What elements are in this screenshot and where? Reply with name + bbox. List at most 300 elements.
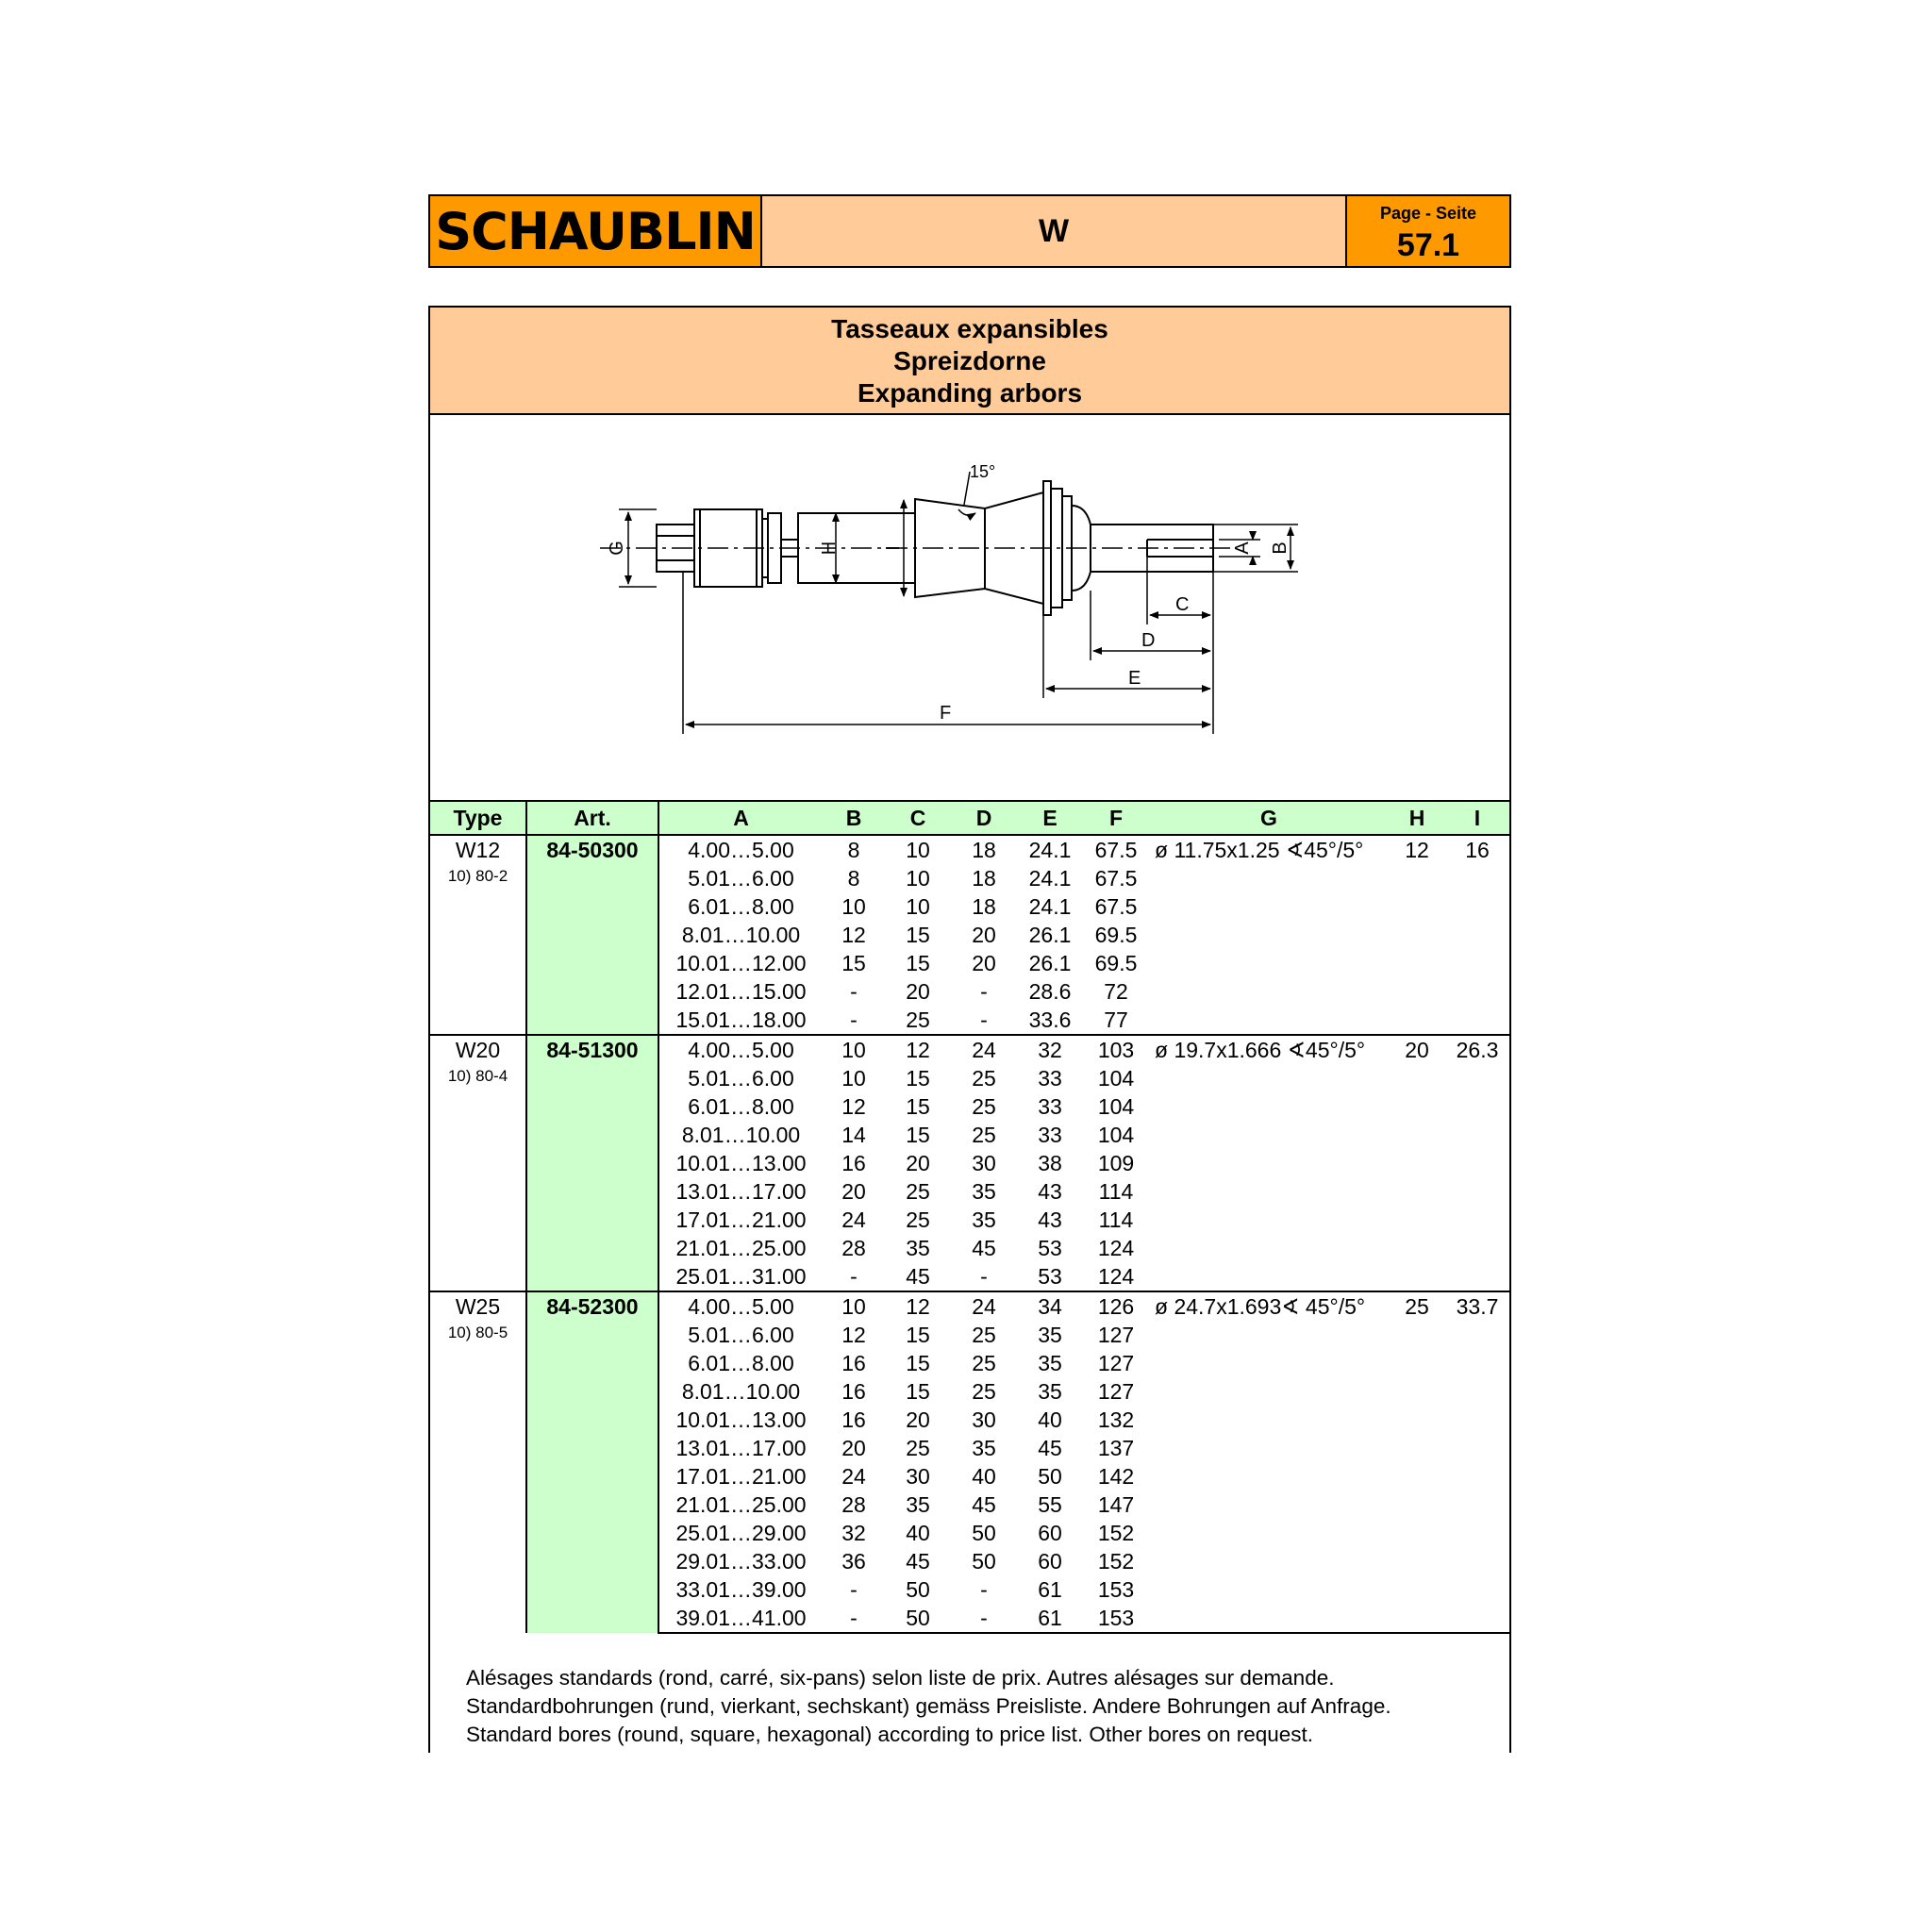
table-cell-g: [1149, 1177, 1389, 1206]
table-cell: 24: [951, 1291, 1017, 1321]
table-cell-i: [1445, 1604, 1509, 1633]
table-cell-h: [1389, 1321, 1445, 1349]
table-cell: 67.5: [1094, 865, 1138, 891]
table-cell: 10: [906, 865, 930, 891]
table-cell-h: [1389, 921, 1445, 949]
table-cell: -: [980, 1007, 988, 1032]
table-cell: 36: [841, 1548, 866, 1574]
table-cell: 20: [906, 1407, 930, 1432]
table-cell: 24: [951, 1035, 1017, 1064]
table-cell: 25: [972, 1065, 996, 1091]
table-cell: 33: [1038, 1093, 1062, 1119]
table-cell: 21.01…25.00: [675, 1235, 807, 1260]
table-cell: 29.01…33.00: [675, 1548, 807, 1574]
table-cell: 50: [972, 1520, 996, 1545]
dim-label-g: G: [607, 541, 627, 556]
table-cell-h: 25: [1389, 1291, 1445, 1321]
table-cell: 67.5: [1094, 837, 1138, 862]
col-header: I: [1445, 802, 1509, 835]
table-cell-i: [1445, 1234, 1509, 1262]
table-cell-h: [1389, 1575, 1445, 1604]
table-cell: 4.00…5.00: [658, 1291, 823, 1321]
table-cell: 17.01…21.00: [675, 1207, 807, 1232]
table-cell: -: [980, 978, 988, 1004]
table-cell: 147: [1097, 1491, 1135, 1517]
table-cell: 6.01…8.00: [688, 1093, 794, 1119]
table-cell: 142: [1097, 1463, 1135, 1489]
page-number-box: [1345, 196, 1509, 266]
table-cell: 16: [841, 1407, 866, 1432]
table-cell: 45: [906, 1548, 930, 1574]
page-number: 57.1: [1396, 227, 1460, 263]
table-cell: 10.01…12.00: [675, 950, 807, 975]
table-cell-g: [1149, 1006, 1389, 1035]
table-cell: 8.01…10.00: [681, 1378, 801, 1404]
table-cell-g: [1149, 1149, 1389, 1177]
table-cell: 55: [1038, 1491, 1062, 1517]
table-cell: 18: [972, 893, 996, 919]
notes: [430, 1634, 1509, 1749]
table-cell: 25: [906, 1178, 930, 1204]
table-cell-h: [1389, 892, 1445, 921]
table-cell-h: 20: [1389, 1035, 1445, 1064]
angle-label: 15°: [970, 462, 996, 481]
article-number: 84-51300: [526, 1035, 658, 1291]
technical-drawing-area: [430, 415, 1509, 802]
table-cell-i: [1445, 921, 1509, 949]
table-cell: 4.00…5.00: [658, 1035, 823, 1064]
table-cell-i: 16: [1465, 837, 1490, 862]
table-cell-i: [1445, 1177, 1509, 1206]
dim-label-h: H: [819, 541, 840, 556]
type-reference: 10) 80-4: [447, 1067, 508, 1085]
dim-label-a: A: [1232, 541, 1253, 555]
type-name: W25: [455, 1294, 501, 1319]
table-cell-g: [1149, 1575, 1389, 1604]
col-header: D: [951, 802, 1017, 835]
table-cell-h: [1389, 1092, 1445, 1121]
table-cell: 26.1: [1028, 922, 1072, 947]
table-cell-i: [1445, 1349, 1509, 1377]
page-label: Page - Seite: [1379, 204, 1477, 223]
table-cell-i: [1445, 892, 1509, 921]
note-en: Standard bores (round, square, hexagonal) according to price list. Other bores on request.: [466, 1723, 1314, 1746]
col-header: B: [823, 802, 885, 835]
col-header: H: [1389, 802, 1445, 835]
table-cell-g: [1149, 1491, 1389, 1519]
table-cell: 67.5: [1094, 893, 1138, 919]
table-cell-g: [1149, 949, 1389, 977]
table-cell: 127: [1097, 1322, 1135, 1347]
dim-label-i: I: [883, 545, 904, 551]
table-cell: 16: [841, 1150, 866, 1175]
table-cell: 77: [1104, 1007, 1128, 1032]
table-cell: -: [980, 1576, 988, 1602]
table-cell: 30: [972, 1150, 996, 1175]
table-cell-i: [1445, 1377, 1509, 1406]
table-cell: 15: [906, 1378, 930, 1404]
table-cell-i: [1445, 1462, 1509, 1491]
table-cell: 39.01…41.00: [658, 1604, 823, 1633]
table-cell: 53: [1038, 1263, 1062, 1289]
table-cell: 50: [906, 1576, 930, 1602]
table-cell: 10.01…13.00: [675, 1407, 807, 1432]
table-cell: 14: [841, 1122, 866, 1147]
table-cell: 24.1: [1028, 837, 1072, 862]
table-cell-h: [1389, 1262, 1445, 1291]
table-cell: 25: [906, 1007, 930, 1032]
table-cell: 30: [906, 1463, 930, 1489]
table-cell-h: [1389, 1006, 1445, 1035]
type-cell: [430, 1291, 526, 1633]
table-cell: 12: [841, 1093, 866, 1119]
table-cell: 53: [1038, 1235, 1062, 1260]
table-cell: 50: [1038, 1463, 1062, 1489]
table-cell: 33: [1038, 1122, 1062, 1147]
table-cell-h: [1389, 1519, 1445, 1547]
table-cell: 61: [1017, 1604, 1083, 1633]
table-cell-g: [1149, 1321, 1389, 1349]
table-cell-h: [1389, 1547, 1445, 1575]
table-cell: 20: [841, 1178, 866, 1204]
table-cell-h: [1389, 1462, 1445, 1491]
note-fr: Alésages standards (rond, carré, six-pans) selon liste de prix. Autres alésages sur demande.: [466, 1666, 1335, 1690]
table-cell: 17.01…21.00: [675, 1463, 807, 1489]
table-cell: 10: [841, 893, 866, 919]
table-cell: 8: [847, 865, 860, 891]
table-row: [430, 1291, 1509, 1321]
table-cell: 20: [972, 922, 996, 947]
table-cell: -: [951, 1604, 1017, 1633]
table-cell: 35: [972, 1178, 996, 1204]
table-cell-g: [1149, 1234, 1389, 1262]
table-cell-g: [1149, 1519, 1389, 1547]
table-cell-i: [1445, 1406, 1509, 1434]
table-cell: 104: [1097, 1065, 1135, 1091]
table-cell: 35: [906, 1491, 930, 1517]
table-cell-h: [1389, 864, 1445, 892]
table-cell-g: [1149, 1121, 1389, 1149]
page-header: [428, 194, 1511, 268]
series-title: [762, 196, 1345, 266]
type-reference: 10) 80-5: [447, 1324, 508, 1341]
table-cell: 126: [1083, 1291, 1149, 1321]
table-cell-h: [1389, 1406, 1445, 1434]
table-cell: 15: [906, 1065, 930, 1091]
table-cell-i: [1445, 1491, 1509, 1519]
table-cell-h: [1389, 1064, 1445, 1092]
table-cell: 103: [1083, 1035, 1149, 1064]
table-row: [430, 1035, 1509, 1064]
type-cell: [430, 835, 526, 1035]
table-cell: 25: [972, 1093, 996, 1119]
table-cell-g: [1149, 1064, 1389, 1092]
article-number: 84-52300: [526, 1291, 658, 1633]
table-cell-g: ø 11.75x1.25 ∢45°/5°: [1155, 837, 1364, 862]
table-cell-i: [1445, 1006, 1509, 1035]
table-cell-i: [1445, 1321, 1509, 1349]
table-cell: 43: [1038, 1207, 1062, 1232]
type-name: W20: [455, 1038, 501, 1062]
series-label: W: [1038, 212, 1070, 249]
product-sheet: [428, 306, 1511, 1753]
table-cell: 24: [841, 1463, 866, 1489]
table-cell: 15: [906, 950, 930, 975]
table-cell: 18: [972, 865, 996, 891]
table-cell: 34: [1017, 1291, 1083, 1321]
table-cell: 50: [972, 1548, 996, 1574]
table-cell-i: [1445, 1092, 1509, 1121]
table-cell: -: [850, 1263, 858, 1289]
table-cell: 4.00…5.00: [688, 837, 794, 862]
col-header: E: [1017, 802, 1083, 835]
table-cell: 35: [1038, 1322, 1062, 1347]
table-cell-h: [1389, 1604, 1445, 1633]
table-cell: 114: [1098, 1207, 1134, 1232]
table-cell: 60: [1038, 1548, 1062, 1574]
table-cell: 69.5: [1094, 950, 1138, 975]
arbor-technical-drawing: [430, 415, 1509, 800]
table-cell-h: [1389, 949, 1445, 977]
table-cell: 5.01…6.00: [688, 1065, 794, 1091]
table-cell-h: [1389, 1149, 1445, 1177]
table-cell: 61: [1038, 1576, 1062, 1602]
table-cell: 33.6: [1028, 1007, 1072, 1032]
table-cell: 25: [972, 1350, 996, 1375]
table-cell-g: [1149, 1462, 1389, 1491]
table-cell-i: [1445, 1547, 1509, 1575]
table-cell: 33: [1038, 1065, 1062, 1091]
title-en: Expanding arbors: [857, 378, 1083, 408]
table-cell-h: [1389, 1434, 1445, 1462]
col-header: Type: [430, 802, 526, 835]
table-cell: 40: [972, 1463, 996, 1489]
col-header: Art.: [526, 802, 658, 835]
type-name: W12: [455, 838, 501, 862]
table-cell: 25: [906, 1207, 930, 1232]
table-cell: 104: [1097, 1122, 1135, 1147]
table-cell: 24: [841, 1207, 866, 1232]
table-cell-h: [1389, 1121, 1445, 1149]
table-cell: 12: [885, 1291, 951, 1321]
table-cell: 13.01…17.00: [675, 1178, 807, 1204]
table-cell: 5.01…6.00: [688, 1322, 794, 1347]
table-cell: 69.5: [1094, 922, 1138, 947]
dim-label-d: D: [1141, 630, 1156, 651]
dim-label-f: F: [940, 703, 952, 724]
col-header: C: [885, 802, 951, 835]
table-cell: 12: [841, 922, 866, 947]
table-cell: 10: [823, 1291, 885, 1321]
table-cell: 13.01…17.00: [675, 1435, 807, 1460]
table-cell-i: [1445, 1206, 1509, 1234]
table-cell: 152: [1097, 1548, 1135, 1574]
table-cell-h: [1389, 1177, 1445, 1206]
table-cell-g: [1149, 977, 1389, 1006]
table-cell: 20: [906, 978, 930, 1004]
table-cell-g: ø 24.7x1.693∢ 45°/5°: [1149, 1291, 1389, 1321]
table-cell: 12: [885, 1035, 951, 1064]
table-cell: 124: [1097, 1263, 1135, 1289]
table-cell: 152: [1097, 1520, 1135, 1545]
title-fr: Tasseaux expansibles: [831, 314, 1108, 343]
table-cell: -: [850, 1007, 858, 1032]
table-cell: 10: [906, 837, 930, 862]
table-cell: 10.01…13.00: [675, 1150, 807, 1175]
table-cell: 24.1: [1028, 865, 1072, 891]
table-cell: 153: [1083, 1604, 1149, 1633]
article-number: 84-50300: [526, 835, 658, 1035]
table-cell: 45: [972, 1491, 996, 1517]
table-cell: 109: [1097, 1150, 1135, 1175]
table-cell: 38: [1038, 1150, 1062, 1175]
table-cell: 24.1: [1028, 893, 1072, 919]
table-cell-i: [1445, 1262, 1509, 1291]
table-cell: 32: [1017, 1035, 1083, 1064]
table-cell: -: [823, 1604, 885, 1633]
table-cell-g: [1149, 921, 1389, 949]
type-reference: 10) 80-2: [447, 867, 508, 885]
table-cell: 45: [906, 1263, 930, 1289]
table-cell-i: [1445, 949, 1509, 977]
title-de: Spreizdorne: [893, 346, 1046, 375]
table-cell: 114: [1098, 1178, 1134, 1204]
table-cell: 25: [972, 1322, 996, 1347]
table-cell-i: [1445, 1575, 1509, 1604]
table-cell: -: [850, 978, 858, 1004]
table-cell: 60: [1038, 1520, 1062, 1545]
table-cell-i: [1445, 1434, 1509, 1462]
table-cell: 137: [1097, 1435, 1135, 1460]
table-cell-i: [1445, 977, 1509, 1006]
type-cell: [430, 1035, 526, 1291]
col-header: A: [658, 802, 823, 835]
dim-label-e: E: [1128, 668, 1141, 689]
table-cell: 25: [972, 1122, 996, 1147]
table-cell: 35: [972, 1435, 996, 1460]
table-cell: 15: [906, 1093, 930, 1119]
table-cell: 35: [1038, 1378, 1062, 1404]
brand-logo-box: [430, 196, 762, 266]
table-cell: 21.01…25.00: [675, 1491, 807, 1517]
table-cell: 43: [1038, 1178, 1062, 1204]
table-cell-g: [1149, 1434, 1389, 1462]
table-cell: -: [850, 1576, 858, 1602]
table-cell-h: [1389, 1377, 1445, 1406]
dim-label-b: B: [1270, 541, 1291, 555]
table-cell-g: [1149, 1349, 1389, 1377]
table-cell: 25: [906, 1435, 930, 1460]
table-cell: 16: [841, 1350, 866, 1375]
table-cell: 30: [972, 1407, 996, 1432]
table-cell-g: [1149, 1377, 1389, 1406]
table-cell: 12: [841, 1322, 866, 1347]
table-cell: 35: [972, 1207, 996, 1232]
table-cell-g: [1149, 1262, 1389, 1291]
table-body: [430, 835, 1509, 1633]
title-band: [430, 308, 1509, 415]
table-cell: 16: [841, 1378, 866, 1404]
table-cell-g: [1149, 892, 1389, 921]
table-cell: 10: [906, 893, 930, 919]
table-cell: 20: [972, 950, 996, 975]
table-cell: 35: [906, 1235, 930, 1260]
table-cell: 124: [1097, 1235, 1135, 1260]
table-cell-h: [1389, 1491, 1445, 1519]
table-cell: -: [980, 1263, 988, 1289]
table-cell-h: 12: [1405, 837, 1429, 862]
table-row: [430, 835, 1509, 864]
table-cell-g: ø 19.7x1.666 ∢45°/5°: [1149, 1035, 1389, 1064]
table-cell: 25: [972, 1378, 996, 1404]
table-cell: 18: [972, 837, 996, 862]
table-cell-g: [1149, 864, 1389, 892]
table-cell-i: [1445, 1121, 1509, 1149]
table-cell: 20: [841, 1435, 866, 1460]
table-cell-g: [1149, 1604, 1389, 1633]
table-cell: 15: [841, 950, 866, 975]
table-cell: 35: [1038, 1350, 1062, 1375]
specification-table: [430, 802, 1509, 1634]
table-cell-g: [1149, 1547, 1389, 1575]
table-cell: 15: [906, 1350, 930, 1375]
table-cell: 28: [841, 1235, 866, 1260]
table-cell: 8: [847, 837, 860, 862]
table-cell: 28: [841, 1491, 866, 1517]
table-cell-i: [1445, 1519, 1509, 1547]
table-cell: 127: [1097, 1350, 1135, 1375]
table-header-row: [430, 802, 1509, 835]
table-cell: 6.01…8.00: [688, 893, 794, 919]
col-header: F: [1083, 802, 1149, 835]
table-cell-h: [1389, 1234, 1445, 1262]
table-cell-i: 33.7: [1445, 1291, 1509, 1321]
table-cell: 15: [906, 922, 930, 947]
table-cell: 25.01…29.00: [675, 1520, 807, 1545]
table-cell-i: [1445, 1064, 1509, 1092]
table-cell-g: [1149, 1206, 1389, 1234]
table-cell: 32: [841, 1520, 866, 1545]
table-cell: 15.01…18.00: [675, 1007, 807, 1032]
table-cell: 28.6: [1028, 978, 1072, 1004]
table-cell-i: [1445, 1149, 1509, 1177]
table-cell: 153: [1097, 1576, 1135, 1602]
table-cell-i: 26.3: [1445, 1035, 1509, 1064]
table-cell: 8.01…10.00: [681, 922, 801, 947]
table-cell-h: [1389, 977, 1445, 1006]
table-cell: 50: [885, 1604, 951, 1633]
table-cell: 40: [1038, 1407, 1062, 1432]
table-cell: 10: [823, 1035, 885, 1064]
table-cell: 33.01…39.00: [675, 1576, 807, 1602]
table-cell: 45: [1038, 1435, 1062, 1460]
dim-label-c: C: [1175, 594, 1190, 615]
brand-logo: SCHAUBLIN: [435, 201, 756, 261]
table-cell: 12.01…15.00: [675, 978, 807, 1004]
table-cell: 8.01…10.00: [681, 1122, 801, 1147]
table-cell: 104: [1097, 1093, 1135, 1119]
table-cell: 45: [972, 1235, 996, 1260]
table-cell: 40: [906, 1520, 930, 1545]
table-cell-h: [1389, 1349, 1445, 1377]
table-cell-g: [1149, 1406, 1389, 1434]
table-cell: 5.01…6.00: [688, 865, 794, 891]
table-cell: 132: [1097, 1407, 1135, 1432]
col-header: G: [1149, 802, 1389, 835]
table-cell: 20: [906, 1150, 930, 1175]
table-cell-i: [1445, 864, 1509, 892]
table-cell-h: [1389, 1206, 1445, 1234]
